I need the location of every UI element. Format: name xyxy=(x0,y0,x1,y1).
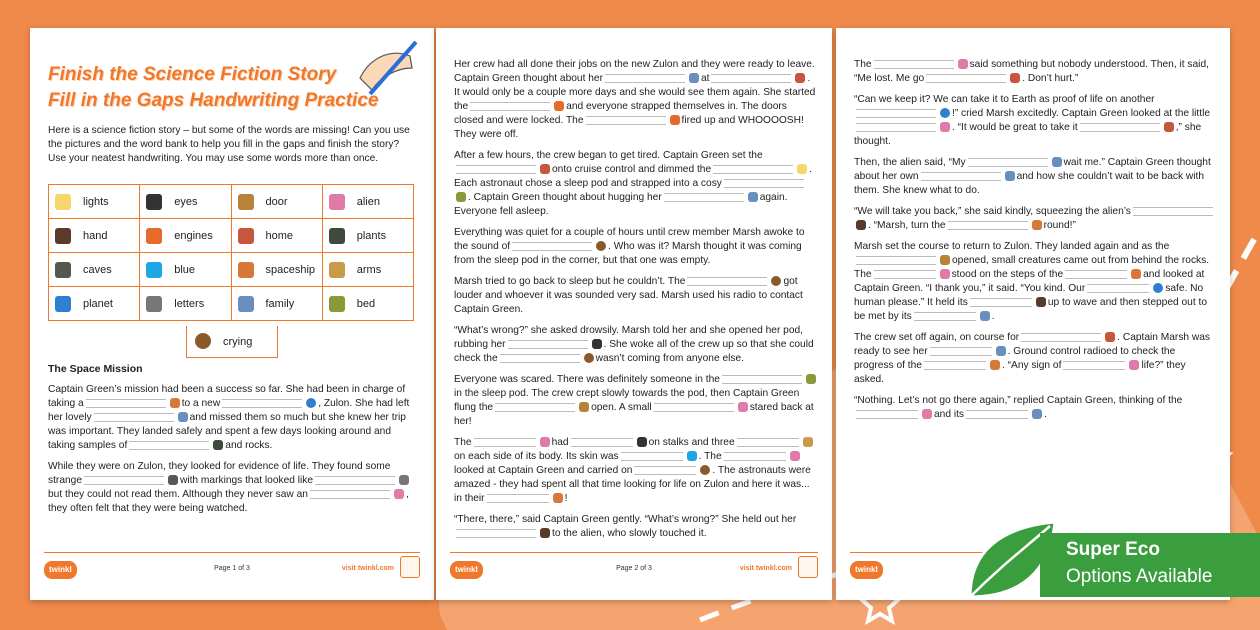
paragraph: Everyone was scared. There was definitely someone in thein the sleep pod. The crew crept slowly towards the pod, then Captain Green flung the open. A small stared back at her! xyxy=(454,373,818,429)
word-bank-cell xyxy=(140,185,231,219)
blank-line[interactable] xyxy=(605,74,685,83)
word-bank-cell xyxy=(322,219,413,253)
blank-line[interactable] xyxy=(634,466,696,475)
paragraph: The crew set off again, on course for . Captain Marsh was ready to see her . Ground control radioed to check the progress of the . “Any sign of life?” they asked. xyxy=(854,332,1211,385)
blank-line[interactable] xyxy=(724,179,804,188)
word-bank-word: engines xyxy=(174,229,213,242)
alien-icon xyxy=(958,59,968,69)
planet-icon xyxy=(940,108,950,118)
eco-banner[interactable] xyxy=(1040,533,1260,597)
crying-face-icon xyxy=(700,465,710,475)
blank-line[interactable] xyxy=(874,270,936,279)
paragraph: Everything was quiet for a couple of hours until crew member Marsh awoke to the sound of . Who was it? Marsh thought it was coming from the sleep pod in the corner, but that one was empty. xyxy=(454,227,805,266)
story-section xyxy=(454,58,818,548)
blank-line[interactable] xyxy=(315,476,395,485)
alien-icon xyxy=(1129,360,1139,370)
paragraph: While they were on Zulon, they looked for evidence of life. They found some strange with markings that looked likebut they could not read them. Although they never saw an , they often felt that they were being watched. xyxy=(48,461,409,514)
eyes-icon xyxy=(146,194,162,210)
blank-line[interactable] xyxy=(512,242,592,251)
word-bank-cell xyxy=(49,219,140,253)
plant-icon xyxy=(329,228,345,244)
word-bank-cell xyxy=(322,253,413,287)
blank-line[interactable] xyxy=(711,74,791,83)
family-icon xyxy=(238,296,254,312)
blank-line[interactable] xyxy=(487,494,549,503)
hand-icon xyxy=(55,228,71,244)
word-bank-word: crying xyxy=(223,336,253,348)
word-bank-cell xyxy=(140,253,231,287)
site-link[interactable]: visit twinkl.com xyxy=(739,565,792,572)
alien-icon xyxy=(329,194,345,210)
blank-line[interactable] xyxy=(1133,207,1213,216)
story-section xyxy=(854,58,1216,429)
house-icon xyxy=(1164,122,1174,132)
blank-line[interactable] xyxy=(722,375,802,384)
blank-line[interactable] xyxy=(474,438,536,447)
word-bank-cell xyxy=(231,287,322,321)
engine-icon xyxy=(670,115,680,125)
blank-line[interactable] xyxy=(948,221,1028,230)
paragraph: Marsh set the course to return to Zulon. They landed again and as theopened, small creatures came out from behind the rocks. The stood on the steps of the and looked at Captain Green. “I thank you,” it said. “You kind. Our safe. No human please.” It held its up to wave and then stepped out to be met by its . xyxy=(854,241,1210,322)
blank-line[interactable] xyxy=(856,256,936,265)
intro-text: Here is a science fiction story – but some of the words are missing! Can you use the pictures and the word bank to help you fill in the gaps and finish the story? Use your neatest handwriting. You may use some words more than once. xyxy=(48,125,410,164)
word-bank-cell xyxy=(322,185,413,219)
house-icon xyxy=(1010,73,1020,83)
blank-line[interactable] xyxy=(310,490,390,499)
blank-line[interactable] xyxy=(874,60,954,69)
word-bank-word: arms xyxy=(356,263,382,276)
rocket-icon xyxy=(990,360,1000,370)
paragraph: “We will take you back,” she said kindly, squeezing the alien’s. “Marsh, turn the round!” xyxy=(854,205,1216,233)
paragraph: The said something but nobody understood. Then, it said, “Me lost. Me go . Don’t hurt.” xyxy=(854,59,1209,84)
family-icon xyxy=(1005,171,1015,181)
letters-icon xyxy=(399,475,409,485)
twinkl-logo: twinkl xyxy=(850,561,883,579)
alien-icon xyxy=(394,489,404,499)
blank-line[interactable] xyxy=(129,441,209,450)
blank-line[interactable] xyxy=(500,354,580,363)
blue-square-icon xyxy=(146,262,162,278)
story-heading: The Space Mission xyxy=(48,363,143,375)
hand-icon xyxy=(1036,297,1046,307)
rocket-icon xyxy=(1032,220,1042,230)
eco-title: Super Eco xyxy=(1066,539,1160,560)
blank-line[interactable] xyxy=(856,123,936,132)
site-link[interactable]: visit twinkl.com xyxy=(341,565,394,572)
crying-face-icon xyxy=(771,276,781,286)
word-bank-cell xyxy=(186,326,278,358)
house-icon xyxy=(540,164,550,174)
blank-line[interactable] xyxy=(1080,123,1160,132)
page-number: Page 2 of 3 xyxy=(616,565,652,572)
blank-line[interactable] xyxy=(921,172,1001,181)
blank-line[interactable] xyxy=(724,452,786,461)
word-bank-word: planet xyxy=(83,297,113,310)
word-bank-word: lights xyxy=(83,195,109,208)
paragraph: “There, there,” said Captain Green gently. “What’s wrong?” She held out herto the alien, who slowly touched it. xyxy=(454,514,797,539)
alien-icon xyxy=(940,122,950,132)
paragraph: Marsh tried to go back to sleep but he couldn’t. The got louder and whoever it was sounded very sad. Marsh used his radio to contact Captain Green. xyxy=(454,276,803,315)
plant-icon xyxy=(213,440,223,450)
word-bank-cell xyxy=(322,287,413,321)
family-icon xyxy=(178,412,188,422)
family-icon xyxy=(689,73,699,83)
blank-line[interactable] xyxy=(966,410,1028,419)
story-section xyxy=(48,362,420,523)
blank-line[interactable] xyxy=(571,438,633,447)
blank-line[interactable] xyxy=(924,361,986,370)
word-bank-cell xyxy=(231,253,322,287)
rocket-icon xyxy=(553,493,563,503)
planet-icon xyxy=(1153,283,1163,293)
hand-icon xyxy=(856,220,866,230)
engine-icon xyxy=(146,228,162,244)
twinkl-logo: twinkl xyxy=(44,561,77,579)
page-number: Page 1 of 3 xyxy=(214,565,250,572)
word-bank-cell xyxy=(140,219,231,253)
blank-line[interactable] xyxy=(687,277,767,286)
blank-line[interactable] xyxy=(970,298,1032,307)
word-bank-row xyxy=(49,253,414,287)
blank-line[interactable] xyxy=(930,347,992,356)
bed-icon xyxy=(329,296,345,312)
paragraph: “Nothing. Let’s not go there again,” replied Captain Green, thinking of theand its . xyxy=(854,395,1183,420)
blank-line[interactable] xyxy=(856,109,936,118)
worksheet-page-2 xyxy=(436,28,832,600)
alien-icon xyxy=(790,451,800,461)
page-footer xyxy=(450,552,818,580)
family-icon xyxy=(996,346,1006,356)
engine-icon xyxy=(554,101,564,111)
word-bank-cell xyxy=(49,287,140,321)
rocket-icon xyxy=(170,398,180,408)
alien-icon xyxy=(922,409,932,419)
word-bank-row xyxy=(49,287,414,321)
letters-icon xyxy=(146,296,162,312)
word-bank-row xyxy=(49,185,414,219)
blank-line[interactable] xyxy=(470,102,550,111)
word-bank-word: blue xyxy=(174,263,196,276)
blank-line[interactable] xyxy=(654,403,734,412)
word-bank-word: spaceship xyxy=(265,263,316,276)
family-icon xyxy=(748,192,758,202)
word-bank-word: family xyxy=(265,297,295,310)
blank-line[interactable] xyxy=(94,413,174,422)
blank-line[interactable] xyxy=(621,452,683,461)
word-bank-word: alien xyxy=(356,195,380,208)
word-bank-table xyxy=(48,184,414,321)
paragraph: Then, the alien said, “My wait me.” Captain Green thought about her own and how she couldn’t wait to be back with them. She knew what to do. xyxy=(854,157,1211,196)
eyes-icon xyxy=(637,437,647,447)
blank-line[interactable] xyxy=(84,476,164,485)
blank-line[interactable] xyxy=(664,193,744,202)
arms-icon xyxy=(803,437,813,447)
blank-line[interactable] xyxy=(86,399,166,408)
blank-line[interactable] xyxy=(1021,333,1101,342)
blank-line[interactable] xyxy=(222,399,302,408)
eyes-icon xyxy=(592,339,602,349)
cave-icon xyxy=(55,262,71,278)
door-icon xyxy=(940,255,950,265)
alien-icon xyxy=(738,402,748,412)
cave-icon xyxy=(168,475,178,485)
word-bank-cell xyxy=(231,185,322,219)
paragraph: Her crew had all done their jobs on the new Zulon and they were ready to leave. Captain Green thought about her at . It would only be a couple more days and she would see them again. She started the and everyone strapped themselves in. The doors closed and were locked. The fired up and WHOOOOSH! They were off. xyxy=(454,59,816,140)
blank-line[interactable] xyxy=(495,403,575,412)
planet-icon xyxy=(55,296,71,312)
quality-badge-icon xyxy=(400,556,420,578)
family-icon xyxy=(1032,409,1042,419)
word-bank-cell xyxy=(231,219,322,253)
crying-face-icon xyxy=(596,241,606,251)
paragraph: The had on stalks and threeon each side of its body. Its skin was . Thelooked at Captain Green and carried on . The astronauts were amazed - they had spent all that time looking for life on Zulon and here it was... in their ! xyxy=(454,437,811,504)
blank-line[interactable] xyxy=(737,438,799,447)
word-bank-word: plants xyxy=(356,229,387,242)
blank-line[interactable] xyxy=(586,116,666,125)
lightbulb-icon xyxy=(55,194,71,210)
blank-line[interactable] xyxy=(1063,361,1125,370)
word-bank-word: letters xyxy=(174,297,205,310)
door-icon xyxy=(579,402,589,412)
word-bank-word: eyes xyxy=(174,195,198,208)
word-bank-cell xyxy=(49,185,140,219)
rocket-icon xyxy=(238,262,254,278)
alien-icon xyxy=(940,269,950,279)
blank-line[interactable] xyxy=(1065,270,1127,279)
blank-line[interactable] xyxy=(713,165,793,174)
word-bank-word: caves xyxy=(83,263,112,276)
word-bank-cell xyxy=(140,287,231,321)
crying-face-icon xyxy=(195,333,211,349)
paragraph: “What’s wrong?” she asked drowsily. Marsh told her and she opened her pod, rubbing her . She woke all of the crew up so that she could check the wasn’t coming from anyone else. xyxy=(454,325,814,364)
planet-icon xyxy=(306,398,316,408)
page-footer xyxy=(44,552,420,580)
blank-line[interactable] xyxy=(968,158,1048,167)
family-icon xyxy=(1052,157,1062,167)
blank-line[interactable] xyxy=(508,340,588,349)
paragraph: “Can we keep it? We can take it to Earth as proof of life on another!” cried Marsh excitedly. Captain Green looked at the little. “It would be great to take it ,” she thought. xyxy=(854,94,1211,147)
blank-line[interactable] xyxy=(914,312,976,321)
twinkl-logo: twinkl xyxy=(450,561,483,579)
arms-icon xyxy=(329,262,345,278)
crying-face-icon xyxy=(584,353,594,363)
blank-line[interactable] xyxy=(456,529,536,538)
word-bank-word: home xyxy=(265,229,294,242)
paragraph: Captain Green’s mission had been a success so far. She had been in charge of taking a to a new , Zulon. She had left her lovely and missed them so much but she knew her trip was important. They landed safely and spent a few days looking around and taking samples of and rocks. xyxy=(48,384,410,451)
house-icon xyxy=(238,228,254,244)
blank-line[interactable] xyxy=(856,410,918,419)
hand-icon xyxy=(540,528,550,538)
blue-square-icon xyxy=(687,451,697,461)
word-bank-word: door xyxy=(265,195,288,208)
rocket-icon xyxy=(1131,269,1141,279)
blank-line[interactable] xyxy=(1087,284,1149,293)
worksheet-page-1 xyxy=(30,28,434,600)
door-icon xyxy=(238,194,254,210)
house-icon xyxy=(795,73,805,83)
lightbulb-icon xyxy=(797,164,807,174)
quality-badge-icon xyxy=(798,556,818,578)
word-bank-word: bed xyxy=(356,297,376,310)
word-bank-row xyxy=(49,219,414,253)
word-bank-word: hand xyxy=(83,229,108,242)
eco-subtitle: Options Available xyxy=(1066,566,1213,587)
bed-icon xyxy=(806,374,816,384)
blank-line[interactable] xyxy=(456,165,536,174)
paragraph: After a few hours, the crew began to get tired. Captain Green set theonto cruise control and dimmed the . Each astronaut chose a sleep pod and strapped into a cosy. Captain Green thought about hugging her again. Everyone fell asleep. xyxy=(454,150,812,217)
house-icon xyxy=(1105,332,1115,342)
page-title: Finish the Science Fiction Story Fill in the Gaps Handwriting Practice xyxy=(48,64,379,111)
bed-icon xyxy=(456,192,466,202)
word-bank-cell xyxy=(49,253,140,287)
alien-icon xyxy=(540,437,550,447)
family-icon xyxy=(980,311,990,321)
blank-line[interactable] xyxy=(926,74,1006,83)
